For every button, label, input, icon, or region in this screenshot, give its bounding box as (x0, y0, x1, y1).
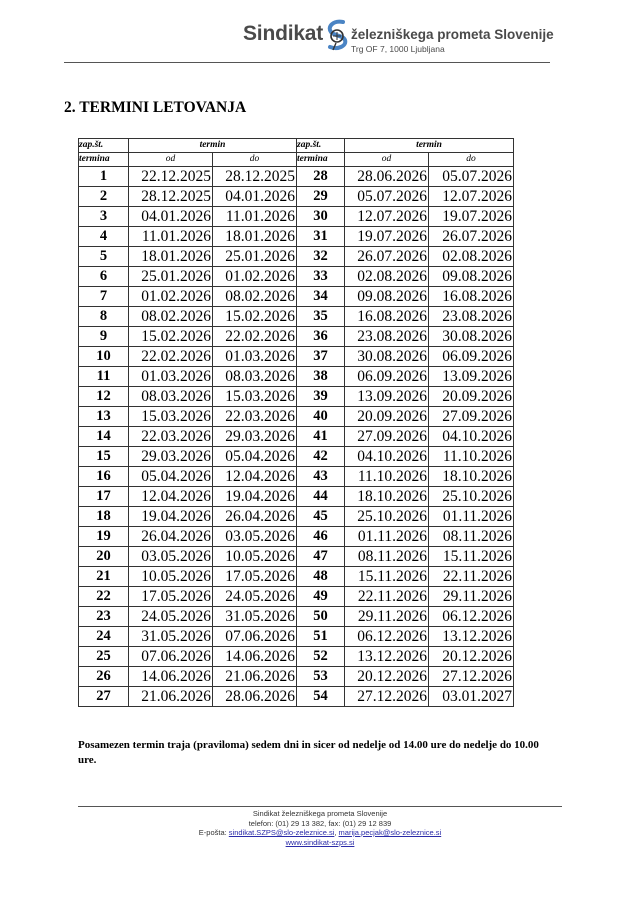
table-row (79, 627, 514, 647)
term-number: 2 (79, 187, 129, 207)
table-row (79, 367, 514, 387)
term-number: 28 (297, 167, 345, 187)
term-number: 24 (79, 627, 129, 647)
term-number: 13 (79, 407, 129, 427)
term-end-date: 29.11.2026 (429, 587, 514, 607)
term-end-date: 20.09.2026 (429, 387, 514, 407)
term-start-date: 09.08.2026 (345, 287, 429, 307)
term-start-date: 07.06.2026 (129, 647, 213, 667)
table-row (79, 647, 514, 667)
term-number: 3 (79, 207, 129, 227)
term-start-date: 03.05.2026 (129, 547, 213, 567)
term-start-date: 15.02.2026 (129, 327, 213, 347)
term-end-date: 13.12.2026 (429, 627, 514, 647)
term-number: 38 (297, 367, 345, 387)
note: Posamezen termin traja (praviloma) sedem dni in sicer od nedelje od 14.00 ure do nedelje do 10.00 ure. (78, 739, 539, 766)
term-start-date: 05.04.2026 (129, 467, 213, 487)
header-do: do (429, 153, 514, 167)
union-logo-icon (323, 19, 353, 51)
term-start-date: 30.08.2026 (345, 347, 429, 367)
term-start-date: 01.11.2026 (345, 527, 429, 547)
term-start-date: 24.05.2026 (129, 607, 213, 627)
term-start-date: 19.04.2026 (129, 507, 213, 527)
table-header-row (79, 139, 514, 153)
term-start-date: 06.09.2026 (345, 367, 429, 387)
term-start-date: 05.07.2026 (345, 187, 429, 207)
term-start-date: 15.03.2026 (129, 407, 213, 427)
organization-address: Trg OF 7, 1000 Ljubljana (351, 44, 445, 54)
term-end-date: 06.12.2026 (429, 607, 514, 627)
term-number: 51 (297, 627, 345, 647)
footer-web (0, 838, 640, 847)
term-start-date: 29.03.2026 (129, 447, 213, 467)
term-end-date: 19.04.2026 (213, 487, 297, 507)
term-start-date: 04.01.2026 (129, 207, 213, 227)
table-row (79, 687, 514, 707)
table-subheader-row (79, 153, 514, 167)
header-od: od (345, 153, 429, 167)
term-end-date: 01.03.2026 (213, 347, 297, 367)
term-end-date: 05.04.2026 (213, 447, 297, 467)
header-num: zap.št. (79, 139, 129, 153)
term-number: 12 (79, 387, 129, 407)
term-start-date: 12.07.2026 (345, 207, 429, 227)
term-end-date: 31.05.2026 (213, 607, 297, 627)
term-end-date: 15.02.2026 (213, 307, 297, 327)
table-row (79, 207, 514, 227)
term-end-date: 28.06.2026 (213, 687, 297, 707)
term-end-date: 03.01.2027 (429, 687, 514, 707)
term-end-date: 24.05.2026 (213, 587, 297, 607)
term-number: 10 (79, 347, 129, 367)
term-end-date: 23.08.2026 (429, 307, 514, 327)
term-end-date: 14.06.2026 (213, 647, 297, 667)
term-start-date: 23.08.2026 (345, 327, 429, 347)
term-end-date: 11.10.2026 (429, 447, 514, 467)
term-number: 40 (297, 407, 345, 427)
table-body (79, 167, 514, 707)
brand-name: Sindikat (243, 22, 324, 45)
term-start-date: 26.04.2026 (129, 527, 213, 547)
term-end-date: 07.06.2026 (213, 627, 297, 647)
term-end-date: 08.03.2026 (213, 367, 297, 387)
term-start-date: 19.07.2026 (345, 227, 429, 247)
term-start-date: 18.10.2026 (345, 487, 429, 507)
header-do: do (213, 153, 297, 167)
term-number: 7 (79, 287, 129, 307)
term-end-date: 18.10.2026 (429, 467, 514, 487)
term-number: 52 (297, 647, 345, 667)
term-end-date: 01.11.2026 (429, 507, 514, 527)
term-start-date: 22.12.2025 (129, 167, 213, 187)
term-start-date: 28.06.2026 (345, 167, 429, 187)
term-number: 8 (79, 307, 129, 327)
footer-email-separator: , (334, 828, 339, 837)
term-start-date: 22.03.2026 (129, 427, 213, 447)
term-number: 4 (79, 227, 129, 247)
term-number: 35 (297, 307, 345, 327)
term-start-date: 08.11.2026 (345, 547, 429, 567)
term-number: 33 (297, 267, 345, 287)
term-start-date: 12.04.2026 (129, 487, 213, 507)
term-start-date: 28.12.2025 (129, 187, 213, 207)
term-end-date: 08.02.2026 (213, 287, 297, 307)
term-start-date: 29.11.2026 (345, 607, 429, 627)
term-number: 17 (79, 487, 129, 507)
term-end-date: 29.03.2026 (213, 427, 297, 447)
term-start-date: 10.05.2026 (129, 567, 213, 587)
term-start-date: 25.01.2026 (129, 267, 213, 287)
table-row (79, 547, 514, 567)
term-start-date: 04.10.2026 (345, 447, 429, 467)
term-start-date: 14.06.2026 (129, 667, 213, 687)
term-number: 39 (297, 387, 345, 407)
website-link[interactable]: www.sindikat-szps.si (285, 838, 355, 847)
term-start-date: 16.08.2026 (345, 307, 429, 327)
term-number: 53 (297, 667, 345, 687)
table-row (79, 407, 514, 427)
footer-org: Sindikat železniškega prometa Slovenije (252, 809, 388, 818)
term-end-date: 27.09.2026 (429, 407, 514, 427)
term-end-date: 01.02.2026 (213, 267, 297, 287)
term-number: 29 (297, 187, 345, 207)
term-number: 25 (79, 647, 129, 667)
term-number: 6 (79, 267, 129, 287)
term-start-date: 18.01.2026 (129, 247, 213, 267)
term-end-date: 27.12.2026 (429, 667, 514, 687)
header-termin: termin (129, 139, 297, 153)
term-number: 9 (79, 327, 129, 347)
header-termina: termina (297, 153, 345, 167)
term-number: 21 (79, 567, 129, 587)
term-start-date: 01.03.2026 (129, 367, 213, 387)
term-start-date: 08.03.2026 (129, 387, 213, 407)
term-start-date: 13.09.2026 (345, 387, 429, 407)
term-end-date: 11.01.2026 (213, 207, 297, 227)
term-start-date: 20.12.2026 (345, 667, 429, 687)
term-start-date: 01.02.2026 (129, 287, 213, 307)
term-number: 26 (79, 667, 129, 687)
term-number: 36 (297, 327, 345, 347)
table-row (79, 587, 514, 607)
term-number: 48 (297, 567, 345, 587)
term-end-date: 15.03.2026 (213, 387, 297, 407)
term-number: 37 (297, 347, 345, 367)
term-start-date: 08.02.2026 (129, 307, 213, 327)
table-row (79, 347, 514, 367)
term-end-date: 06.09.2026 (429, 347, 514, 367)
term-end-date: 04.01.2026 (213, 187, 297, 207)
footer-divider (78, 806, 562, 807)
term-end-date: 02.08.2026 (429, 247, 514, 267)
term-end-date: 04.10.2026 (429, 427, 514, 447)
term-start-date: 15.11.2026 (345, 567, 429, 587)
term-start-date: 22.02.2026 (129, 347, 213, 367)
term-end-date: 13.09.2026 (429, 367, 514, 387)
term-end-date: 08.11.2026 (429, 527, 514, 547)
term-number: 47 (297, 547, 345, 567)
term-start-date: 11.01.2026 (129, 227, 213, 247)
term-number: 14 (79, 427, 129, 447)
organization-name: železniškega prometa Slovenije (351, 27, 554, 42)
term-start-date: 22.11.2026 (345, 587, 429, 607)
table-row (79, 427, 514, 447)
term-end-date: 17.05.2026 (213, 567, 297, 587)
term-number: 11 (79, 367, 129, 387)
table-row (79, 667, 514, 687)
term-end-date: 10.05.2026 (213, 547, 297, 567)
terms-table (78, 138, 514, 707)
term-number: 31 (297, 227, 345, 247)
term-end-date: 12.04.2026 (213, 467, 297, 487)
table-row (79, 527, 514, 547)
term-end-date: 09.08.2026 (429, 267, 514, 287)
term-end-date: 16.08.2026 (429, 287, 514, 307)
table-row (79, 507, 514, 527)
term-number: 27 (79, 687, 129, 707)
table-row (79, 327, 514, 347)
term-number: 18 (79, 507, 129, 527)
header-divider (64, 62, 550, 63)
term-end-date: 25.10.2026 (429, 487, 514, 507)
term-end-date: 19.07.2026 (429, 207, 514, 227)
table-row (79, 607, 514, 627)
term-number: 30 (297, 207, 345, 227)
header-od: od (129, 153, 213, 167)
term-end-date: 25.01.2026 (213, 247, 297, 267)
term-start-date: 26.07.2026 (345, 247, 429, 267)
term-number: 5 (79, 247, 129, 267)
term-number: 45 (297, 507, 345, 527)
term-start-date: 21.06.2026 (129, 687, 213, 707)
header-termina: termina (79, 153, 129, 167)
term-number: 54 (297, 687, 345, 707)
term-number: 16 (79, 467, 129, 487)
term-end-date: 18.01.2026 (213, 227, 297, 247)
term-start-date: 02.08.2026 (345, 267, 429, 287)
term-start-date: 17.05.2026 (129, 587, 213, 607)
term-end-date: 28.12.2025 (213, 167, 297, 187)
table-row (79, 167, 514, 187)
term-number: 23 (79, 607, 129, 627)
term-start-date: 13.12.2026 (345, 647, 429, 667)
term-number: 19 (79, 527, 129, 547)
term-end-date: 15.11.2026 (429, 547, 514, 567)
term-number: 20 (79, 547, 129, 567)
term-number: 44 (297, 487, 345, 507)
header-num: zap.št. (297, 139, 345, 153)
term-end-date: 03.05.2026 (213, 527, 297, 547)
header-termin: termin (345, 139, 514, 153)
table-row (79, 247, 514, 267)
term-end-date: 12.07.2026 (429, 187, 514, 207)
term-start-date: 27.12.2026 (345, 687, 429, 707)
term-start-date: 31.05.2026 (129, 627, 213, 647)
footer-email-prefix: E-pošta: (198, 828, 229, 837)
term-number: 50 (297, 607, 345, 627)
table-row (79, 467, 514, 487)
term-end-date: 30.08.2026 (429, 327, 514, 347)
term-end-date: 21.06.2026 (213, 667, 297, 687)
term-number: 49 (297, 587, 345, 607)
term-end-date: 20.12.2026 (429, 647, 514, 667)
table-row (79, 387, 514, 407)
email-link-1[interactable]: sindikat.SZPS@slo-zeleznice.si (228, 828, 335, 837)
term-number: 15 (79, 447, 129, 467)
table-row (79, 227, 514, 247)
term-start-date: 06.12.2026 (345, 627, 429, 647)
table-row (79, 267, 514, 287)
term-end-date: 05.07.2026 (429, 167, 514, 187)
term-number: 22 (79, 587, 129, 607)
term-end-date: 26.04.2026 (213, 507, 297, 527)
term-number: 41 (297, 427, 345, 447)
term-start-date: 25.10.2026 (345, 507, 429, 527)
term-number: 43 (297, 467, 345, 487)
table-row (79, 567, 514, 587)
table-row (79, 447, 514, 467)
footer-email (0, 828, 640, 837)
term-number: 32 (297, 247, 345, 267)
table-row (79, 287, 514, 307)
term-end-date: 22.03.2026 (213, 407, 297, 427)
term-end-date: 22.11.2026 (429, 567, 514, 587)
term-end-date: 22.02.2026 (213, 327, 297, 347)
term-start-date: 27.09.2026 (345, 427, 429, 447)
table-row (79, 187, 514, 207)
footer-phone: telefon: (01) 29 13 382, fax: (01) 29 12 839 (248, 819, 392, 828)
section-title: 2. TERMINI LETOVANJA (64, 99, 247, 116)
table-row (79, 487, 514, 507)
term-number: 1 (79, 167, 129, 187)
email-link-2[interactable]: marija.pecjak@slo-zeleznice.si (338, 828, 442, 837)
term-end-date: 26.07.2026 (429, 227, 514, 247)
term-start-date: 20.09.2026 (345, 407, 429, 427)
term-start-date: 11.10.2026 (345, 467, 429, 487)
term-number: 46 (297, 527, 345, 547)
letterhead (0, 0, 640, 70)
term-number: 42 (297, 447, 345, 467)
term-number: 34 (297, 287, 345, 307)
table-row (79, 307, 514, 327)
